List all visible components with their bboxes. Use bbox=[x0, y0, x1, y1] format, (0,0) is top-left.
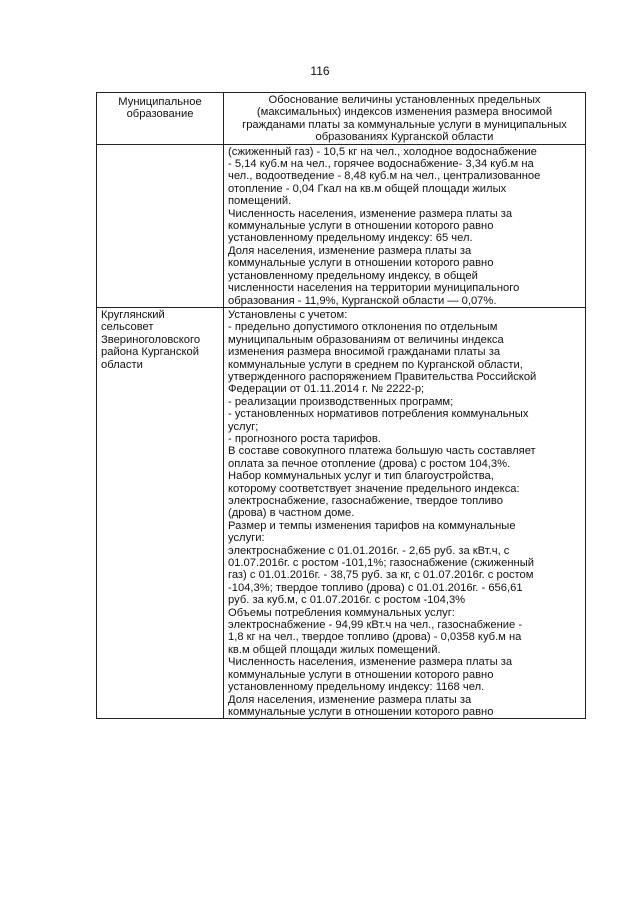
justification-cell bbox=[224, 307, 586, 718]
text-line: - установленных нормативов потребления коммунальных bbox=[228, 408, 529, 421]
header-municipality-text: Муниципальное образование bbox=[118, 96, 202, 121]
text-line: установленному предельному индексу: 1168 чел. bbox=[228, 681, 485, 694]
text-line: отопление - 0,04 Гкал на кв.м общей площади жилых bbox=[228, 182, 507, 195]
table-header-row bbox=[97, 93, 586, 145]
text-line: кв.м общей площади жилых помещений. bbox=[228, 643, 441, 656]
text-line: образования - 11,9%, Курганской области — 0,07%. bbox=[228, 294, 497, 307]
text-line: коммунальные услуги в отношении которого равно bbox=[228, 257, 494, 270]
text-line: Численность населения, изменение размера платы за bbox=[228, 656, 513, 669]
text-line: - 5,14 куб.м на чел., горячее водоснабжение- 3,34 куб.м на bbox=[228, 158, 534, 171]
text-line: Федерации от 01.11.2014 г. № 2222-р; bbox=[228, 383, 425, 396]
text-line: Численность населения, изменение размера платы за bbox=[228, 207, 513, 220]
text-line: электроснабжение - 94,99 кВт.ч на чел., газоснабжение - bbox=[228, 619, 523, 632]
text-line: Доля населения, изменение размера платы за bbox=[228, 693, 472, 706]
text-line: - реализации производственных программ; bbox=[228, 395, 454, 408]
table-row bbox=[97, 307, 586, 718]
text-line: услуг; bbox=[228, 420, 259, 433]
text-line: Доля населения, изменение размера платы за bbox=[228, 244, 472, 257]
text-line: муниципальным образованиям от величины индекса bbox=[228, 333, 504, 346]
text-line: установленному предельному индексу, в общей bbox=[228, 269, 478, 282]
table-row bbox=[97, 144, 586, 307]
header-justification-text: Обоснование величины установленных предельных (максимальных) индексов изменения размера вносимой гражданами платы за коммунальные услуги в муниципальных образованиях Курганской области bbox=[242, 94, 567, 144]
text-line: электроснабжение с 01.01.2016г. - 2,65 руб. за кВт.ч, с bbox=[228, 544, 510, 557]
header-municipality bbox=[97, 93, 224, 145]
text-line: оплата за печное отопление (дрова) с ростом 104,3%. bbox=[228, 457, 511, 470]
justification-cell bbox=[224, 144, 586, 307]
text-line: Размер и темпы изменения тарифов на коммунальные bbox=[228, 519, 516, 532]
text-line: коммунальные услуги в отношении которого равно bbox=[228, 668, 494, 681]
text-line: -104,3%; твердое топливо (дрова) с 01.01.2016г. - 656,61 bbox=[228, 581, 523, 594]
text-line: Установлены с учетом: bbox=[228, 308, 348, 321]
text-line: - прогнозного роста тарифов. bbox=[228, 432, 381, 445]
text-line: коммунальные услуги в отношении которого равно bbox=[228, 705, 494, 718]
text-line: (дрова) в частном доме. bbox=[228, 507, 355, 520]
text-line: 01.07.2016г. с ростом -101,1%; газоснабжение (сжиженный bbox=[228, 557, 534, 570]
text-line: изменения размера вносимой гражданами платы за bbox=[228, 346, 501, 359]
index-justification-table bbox=[96, 92, 586, 719]
text-line: электроснабжение, газоснабжение, твердое топливо bbox=[228, 495, 503, 507]
text-line: утвержденного распоряжением Правительства Российской bbox=[228, 370, 537, 383]
text-line: газ) с 01.01.2016г. - 38,75 руб. за кг, с 01.07.2016г. с ростом bbox=[228, 569, 534, 582]
text-line: установленному предельному индексу: 65 чел. bbox=[228, 232, 473, 245]
text-line: услуги: bbox=[228, 532, 265, 545]
page-number: 116 bbox=[310, 64, 330, 78]
text-line: Набор коммунальных услуг и тип благоустройства, bbox=[228, 470, 494, 483]
text-line: Объемы потребления коммунальных услуг: bbox=[228, 606, 455, 619]
text-line: чел., водоотведение - 8,48 куб.м на чел., централизованное bbox=[228, 170, 541, 183]
text-line: которому соответствует значение предельного индекса: bbox=[228, 482, 520, 495]
municipality-cell-empty bbox=[97, 144, 224, 307]
text-line: В составе совокупного платежа большую часть составляет bbox=[228, 445, 536, 458]
municipality-name: Круглянский сельсовет Звериноголовского района Курганской области bbox=[101, 308, 201, 371]
text-line: помещений. bbox=[228, 195, 292, 208]
text-line: коммунальные услуги в среднем по Курганской области, bbox=[228, 358, 523, 371]
text-line: 1,8 кг на чел., твердое топливо (дрова) - 0,0358 куб.м на bbox=[228, 631, 522, 644]
header-justification bbox=[224, 93, 586, 145]
text-line: численности населения на территории муниципального bbox=[228, 282, 520, 295]
text-line: - предельно допустимого отклонения по отдельным bbox=[228, 321, 498, 334]
text-line: коммунальные услуги в отношении которого равно bbox=[228, 220, 494, 233]
municipality-cell bbox=[97, 307, 224, 718]
text-line: руб. за куб.м, с 01.07.2016г. с ростом -104,3% bbox=[228, 594, 466, 607]
text-line: (сжиженный газ) - 10,5 кг на чел., холодное водоснабжение bbox=[228, 145, 537, 158]
